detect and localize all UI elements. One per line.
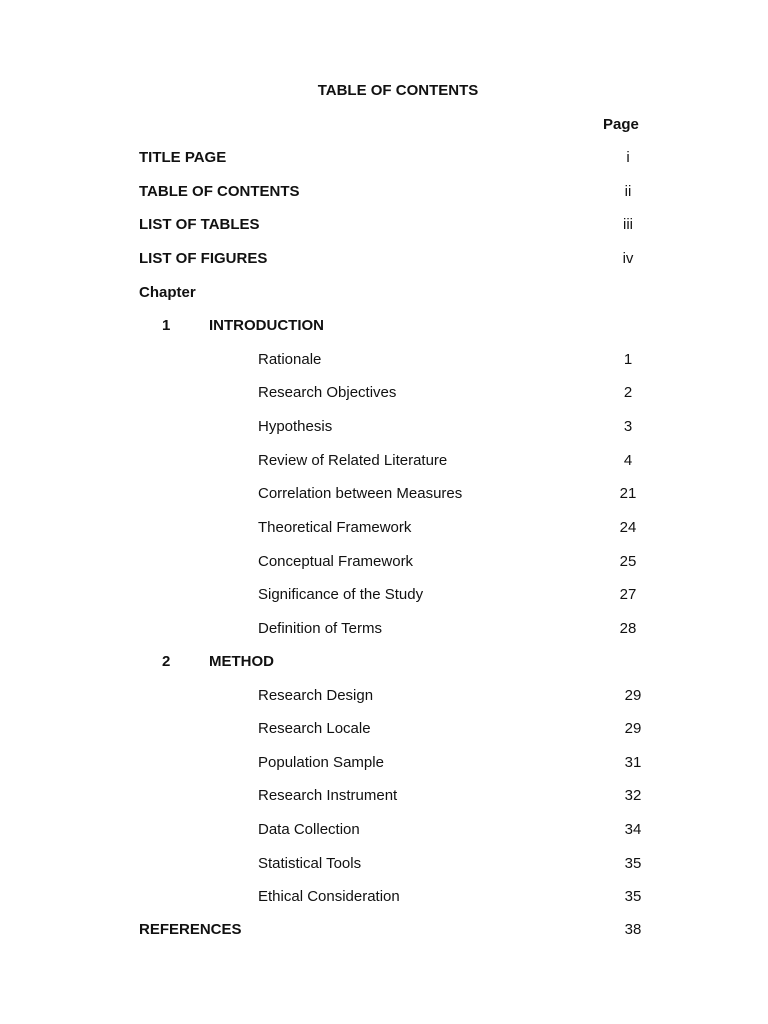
toc-section: Statistical Tools	[258, 855, 362, 872]
toc-page-number: 4	[623, 452, 633, 469]
toc-entry-title-page: TITLE PAGE	[139, 149, 227, 166]
toc-page-number: i	[626, 149, 630, 166]
toc-entry-list-of-tables: LIST OF TABLES	[139, 216, 260, 233]
toc-page-number: 38	[624, 921, 642, 938]
toc-page-number: 35	[624, 855, 642, 872]
toc-page-number: 1	[623, 351, 633, 368]
toc-page-number: 29	[624, 720, 642, 737]
toc-section: Population Sample	[258, 754, 384, 771]
toc-section: Review of Related Literature	[258, 452, 448, 469]
toc-page-number: 25	[619, 553, 637, 570]
toc-page-number: 24	[619, 519, 637, 536]
chapter-heading: Chapter	[139, 284, 196, 301]
toc-page-number: 2	[623, 384, 633, 401]
chapter-title: INTRODUCTION	[209, 317, 324, 334]
toc-page-number: 27	[619, 586, 637, 603]
toc-page-number: 28	[619, 620, 637, 637]
toc-page-number: ii	[624, 183, 632, 200]
toc-section: Ethical Consideration	[258, 888, 400, 905]
toc-section: Research Instrument	[258, 787, 398, 804]
toc-section: Rationale	[258, 351, 322, 368]
toc-page-number: 32	[624, 787, 642, 804]
toc-entry-table-of-contents: TABLE OF CONTENTS	[139, 183, 300, 200]
page-column-header: Page	[603, 116, 639, 133]
toc-entry-references: REFERENCES	[139, 921, 242, 938]
toc-section: Conceptual Framework	[258, 553, 414, 570]
toc-section: Theoretical Framework	[258, 519, 412, 536]
toc-section: Data Collection	[258, 821, 360, 838]
toc-section: Significance of the Study	[258, 586, 424, 603]
toc-page-number: 35	[624, 888, 642, 905]
page-title: TABLE OF CONTENTS	[317, 82, 479, 99]
chapter-number: 2	[162, 653, 171, 670]
toc-section: Hypothesis	[258, 418, 333, 435]
toc-section: Definition of Terms	[258, 620, 382, 637]
toc-page-number: iii	[623, 216, 633, 233]
chapter-number: 1	[162, 317, 171, 334]
toc-page-number: 34	[624, 821, 642, 838]
toc-entry-list-of-figures: LIST OF FIGURES	[139, 250, 268, 267]
toc-page-number: 29	[624, 687, 642, 704]
toc-page-number: 31	[624, 754, 642, 771]
toc-section: Correlation between Measures	[258, 485, 463, 502]
toc-page-number: iv	[622, 250, 634, 267]
toc-page-number: 21	[619, 485, 637, 502]
toc-page-number: 3	[623, 418, 633, 435]
toc-section: Research Design	[258, 687, 374, 704]
toc-section: Research Locale	[258, 720, 371, 737]
toc-section: Research Objectives	[258, 384, 397, 401]
chapter-title: METHOD	[209, 653, 274, 670]
